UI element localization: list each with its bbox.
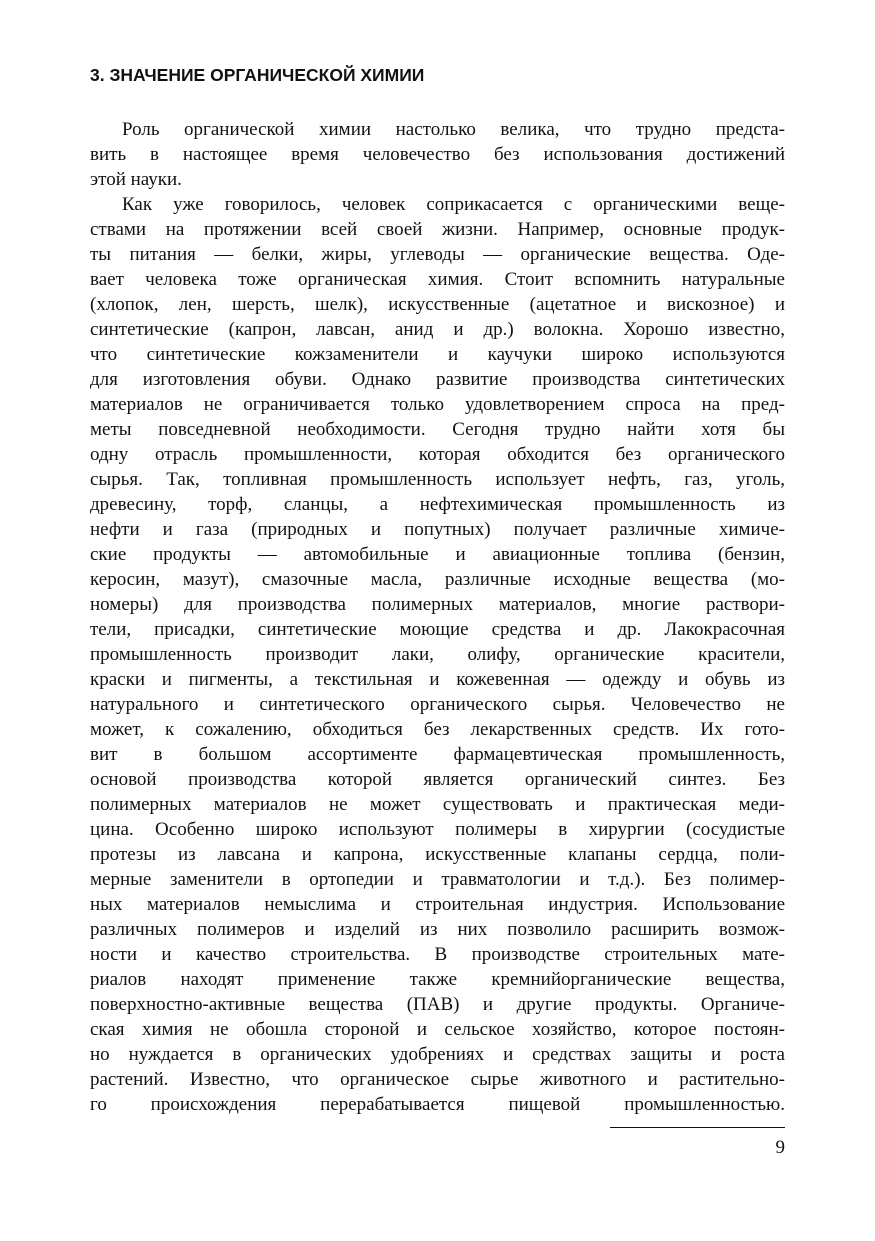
text-line: различных полимеров и изделий из них позволило расширить возмож- <box>90 919 785 940</box>
text-line: может, к сожалению, обходиться без лекарственных средств. Их гото- <box>90 719 785 740</box>
text-line: Роль органической химии настолько велика, что трудно предста- <box>122 119 785 140</box>
text-line: промышленность производит лаки, олифу, органические красители, <box>90 644 785 665</box>
text-line: натурального и синтетического органического сырья. Человечество не <box>90 694 785 715</box>
text-line: мерные заменители в ортопедии и травматологии и т.д.). Без полимер- <box>90 869 785 890</box>
text-line: но нуждается в органических удобрениях и средствах защиты и роста <box>90 1044 785 1065</box>
text-line: керосин, мазут), смазочные масла, различные исходные вещества (мо- <box>90 569 785 590</box>
text-line: протезы из лавсана и капрона, искусственные клапаны сердца, поли- <box>90 844 785 865</box>
text-line: Как уже говорилось, человек соприкасается с органическими веще- <box>122 194 785 215</box>
text-line: этой науки. <box>90 169 182 190</box>
text-line: ных материалов немыслима и строительная индустрия. Использование <box>90 894 785 915</box>
text-line: для изготовления обуви. Однако развитие производства синтетических <box>90 369 785 390</box>
text-line: (хлопок, лен, шерсть, шелк), искусственные (ацетатное и вискозное) и <box>90 294 785 315</box>
text-line: ты питания — белки, жиры, углеводы — органические вещества. Оде- <box>90 244 785 265</box>
text-line: что синтетические кожзаменители и каучуки широко используются <box>90 344 785 365</box>
paragraph-2 <box>90 192 785 1117</box>
text-line: меты повседневной необходимости. Сегодня трудно найти хотя бы <box>90 419 785 440</box>
body-text <box>90 117 785 1117</box>
text-line: ствами на протяжении всей своей жизни. Например, основные продук- <box>90 219 785 240</box>
text-line: полимерных материалов не может существовать и практическая меди- <box>90 794 785 815</box>
text-line: вает человека тоже органическая химия. Стоит вспомнить натуральные <box>90 269 785 290</box>
text-line: вить в настоящее время человечество без использования достижений <box>90 144 785 165</box>
text-line: нефти и газа (природных и попутных) получает различные химиче- <box>90 519 785 540</box>
text-line: ности и качество строительства. В производстве строительных мате- <box>90 944 785 965</box>
paragraph-1 <box>90 117 785 192</box>
text-line: го происхождения перерабатывается пищевой промышленностью. <box>90 1094 785 1115</box>
page-number: 9 <box>775 1137 785 1158</box>
text-line: цина. Особенно широко используют полимеры в хирургии (сосудистые <box>90 819 785 840</box>
text-line: поверхностно-активные вещества (ПАВ) и другие продукты. Органиче- <box>90 994 785 1015</box>
text-line: ские продукты — автомобильные и авиационные топлива (бензин, <box>90 544 785 565</box>
section-title: 3. ЗНАЧЕНИЕ ОРГАНИЧЕСКОЙ ХИМИИ <box>90 65 425 85</box>
text-line: древесину, торф, сланцы, а нефтехимическая промышленность из <box>90 494 785 515</box>
text-line: краски и пигменты, а текстильная и кожевенная — одежду и обувь из <box>90 669 785 690</box>
text-line: основой производства которой является органический синтез. Без <box>90 769 785 790</box>
text-line: ская химия не обошла стороной и сельское хозяйство, которое постоян- <box>90 1019 785 1040</box>
text-line: тели, присадки, синтетические моющие средства и др. Лакокрасочная <box>90 619 785 640</box>
text-line: риалов находят применение также кремнийорганические вещества, <box>90 969 785 990</box>
text-line: синтетические (капрон, лавсан, анид и др.) волокна. Хорошо известно, <box>90 319 785 340</box>
text-line: номеры) для производства полимерных материалов, многие раствори- <box>90 594 785 615</box>
text-line: одну отрасль промышленности, которая обходится без органического <box>90 444 785 465</box>
text-line: вит в большом ассортименте фармацевтическая промышленность, <box>90 744 785 765</box>
footnote-rule <box>610 1127 785 1128</box>
text-line: материалов не ограничивается только удовлетворением спроса на пред- <box>90 394 785 415</box>
text-line: растений. Известно, что органическое сырье животного и растительно- <box>90 1069 785 1090</box>
text-line: сырья. Так, топливная промышленность использует нефть, газ, уголь, <box>90 469 785 490</box>
